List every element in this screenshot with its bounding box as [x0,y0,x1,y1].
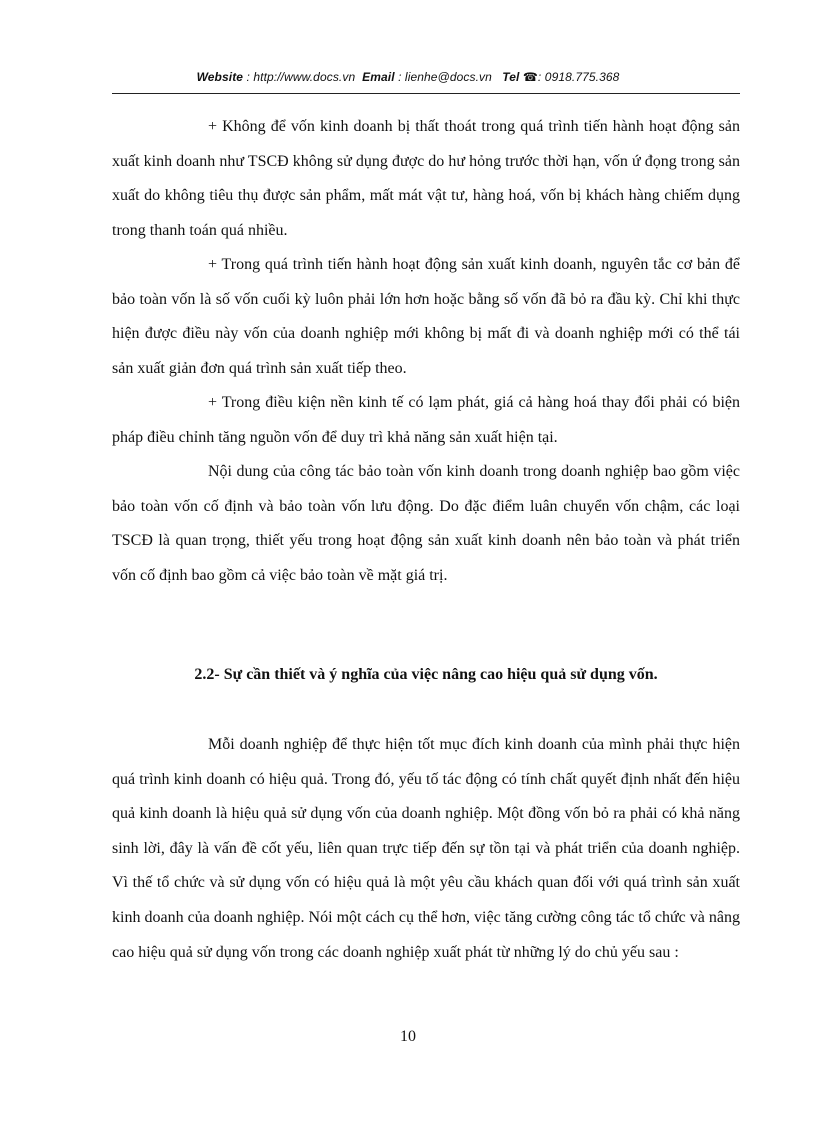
email-value: : lienhe@docs.vn [398,70,492,84]
page-header [0,70,816,84]
page-number: 10 [400,1028,416,1045]
email-label: Email [362,70,395,84]
paragraph: Mỗi doanh nghiệp để thực hiện tốt mục đích kinh doanh của mình phải thực hiện quá trình kinh doanh có hiệu quả. Trong đó, yếu tố tác động có tính chất quyết định nhất đến hiệu quả kinh doanh là hiệu quả sử dụng vốn của doanh nghiệp. Một đồng vốn bỏ ra phải có khả năng sinh lời, đây là vấn đề cốt yếu, liên quan trực tiếp đến sự tồn tại và phát triển của doanh nghiệp. Vì thế tổ chức và sử dụng vốn có hiệu quả là một yêu cầu khách quan đối với quá trình sản xuất kinh doanh của doanh nghiệp. Nói một cách cụ thể hơn, việc tăng cường công tác tổ chức và nâng cao hiệu quả sử dụng vốn trong các doanh nghiệp xuất phát từ những lý do chủ yếu sau : [112,736,740,961]
website-value: : http://www.docs.vn [246,70,356,84]
phone-icon: ☎ [522,70,538,84]
tel-label: Tel [502,70,520,84]
paragraph: + Không để vốn kinh doanh bị thất thoát trong quá trình tiến hành hoạt động sản xuất kinh doanh như TSCĐ không sử dụng được do hư hỏng trước thời hạn, vốn ứ đọng trong sản xuất do không tiêu thụ được sản phẩm, mất mát vật tư, hàng hoá, vốn bị khách hàng chiếm dụng trong thanh toán quá nhiều. [112,118,740,239]
body-section-2 [112,728,740,970]
website-label: Website [196,70,244,84]
paragraph: + Trong điều kiện nền kinh tế có lạm phát, giá cả hàng hoá thay đổi phải có biện pháp điều chỉnh tăng nguồn vốn để duy trì khả năng sản xuất hiện tại. [112,394,740,446]
body-section-1 [112,110,740,593]
paragraph: Nội dung của công tác bảo toàn vốn kinh doanh trong doanh nghiệp bao gồm việc bảo toàn vốn cố định và bảo toàn vốn lưu động. Do đặc điểm luân chuyển vốn chậm, các loại TSCĐ là quan trọng, thiết yếu trong hoạt động sản xuất kinh doanh nên bảo toàn và phát triển vốn cố định bao gồm cả việc bảo toàn về mặt giá trị. [112,463,740,584]
paragraph: + Trong quá trình tiến hành hoạt động sản xuất kinh doanh, nguyên tắc cơ bản để bảo toàn vốn là số vốn cuối kỳ luôn phải lớn hơn hoặc bằng số vốn đã bỏ ra đầu kỳ. Chỉ khi thực hiện được điều này vốn của doanh nghiệp mới không bị mất đi và doanh nghiệp mới có thể tái sản xuất giản đơn quá trình sản xuất tiếp theo. [112,256,740,377]
tel-value: : 0918.775.368 [537,70,620,84]
section-heading: 2.2- Sự cần thiết và ý nghĩa của việc nâng cao hiệu quả sử dụng vốn. [194,666,658,683]
header-divider [112,93,740,94]
